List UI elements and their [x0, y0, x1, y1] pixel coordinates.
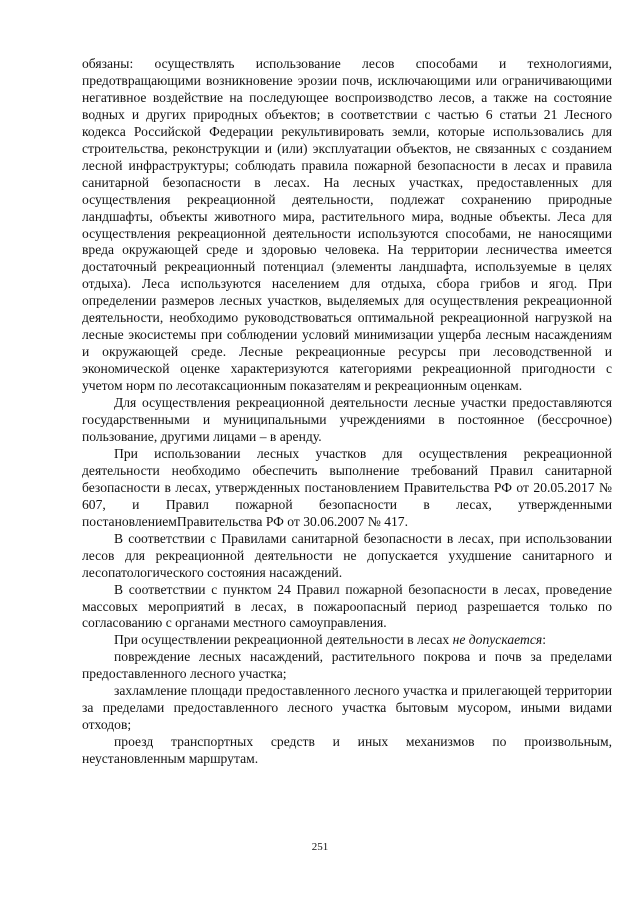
paragraph-6 [82, 632, 612, 649]
paragraph-2: Для осуществления рекреационной деятельности лесные участки предоставляются государственными и муниципальными учреждениями в постоянное (бессрочное) пользование, другими лицами – в аренду. [82, 395, 612, 444]
body-text [82, 56, 612, 768]
list-item-2: захламление площади предоставленного лесного участка и прилегающей территории за пределами предоставленного лесного участка бытовым мусором, иными видами отходов; [82, 683, 612, 733]
paragraph-3: При использовании лесных участков для осуществления рекреационной деятельности необходимо обеспечить выполнение требований Правил санитарной безопасности в лесах, утвержденных постановлением Правительства РФ от 20.05.2017 № 607, и Правил пожарной безопасности в лесах, утвержденными постановлениемПравительства РФ от 30.06.2007 № 417. [82, 445, 612, 529]
page-number: 251 [311, 841, 329, 853]
paragraph-5: В соответствии с пунктом 24 Правил пожарной безопасности в лесах, проведение массовых мероприятий в лесах, в пожароопасный период разрешается только по согласованию с органами местного самоуправления. [82, 581, 612, 631]
paragraph-4: В соответствии с Правилами санитарной безопасности в лесах, при использовании лесов для рекреационной деятельности не допускается ухудшение санитарного и лесопатологического состояния насаждений. [82, 530, 612, 580]
emphasis-colon: : [542, 632, 546, 648]
list-item-3: проезд транспортных средств и иных механизмов по произвольным, неустановленным маршрутам. [82, 734, 612, 767]
paragraph-6-text: При осуществлении рекреационной деятельности в лесах [114, 632, 453, 648]
list-item-1: повреждение лесных насаждений, растительного покрова и почв за пределами предоставленного лесного участка; [82, 649, 612, 682]
paragraph-1: обязаны: осуществлять использование лесов способами и технологиями, предотвращающими возникновение эрозии почв, исключающими или ограничивающими негативное воздействие на последующее воспроизводство лесов, а также на состояние водных и других природных объектов; в соответствии с частью 6 статьи 21 Лесного кодекса Российской Федерации рекультивировать земли, которые использовались для строительства, реконструкции и (или) эксплуатации объектов, не связанных с созданием лесной инфраструктуры; соблюдать правила пожарной безопасности в лесах и правила санитарной безопасности в лесах. На лесных участках, предоставленных для осуществления рекреационной деятельности, подлежат сохранению природные ландшафты, объекты животного мира, растительного мира, водные объекты. Леса для осуществления рекреационной деятельности используются способами, не наносящими вреда окружающей среде и здоровью человека. На территории лесничества имеется достаточный рекреационный потенциал (элементы ландшафта, используемые в целях отдыха). Леса используются населением для отдыха, сбора грибов и ягод. При определении размеров лесных участков, выделяемых для осуществления рекреационной деятельности, необходимо руководствоваться оптимальной рекреационной нагрузкой на лесные экосистемы при соблюдении условий минимизации ущерба лесным насаждениям и окружающей среде. Лесные рекреационные ресурсы при лесоводственной и экономической оценке характеризуются категориями рекреационной пригодности с учетом норм по лесотаксационным показателям и рекреационным оценкам. [82, 56, 612, 394]
emphasis-text: не допускается [452, 632, 543, 648]
